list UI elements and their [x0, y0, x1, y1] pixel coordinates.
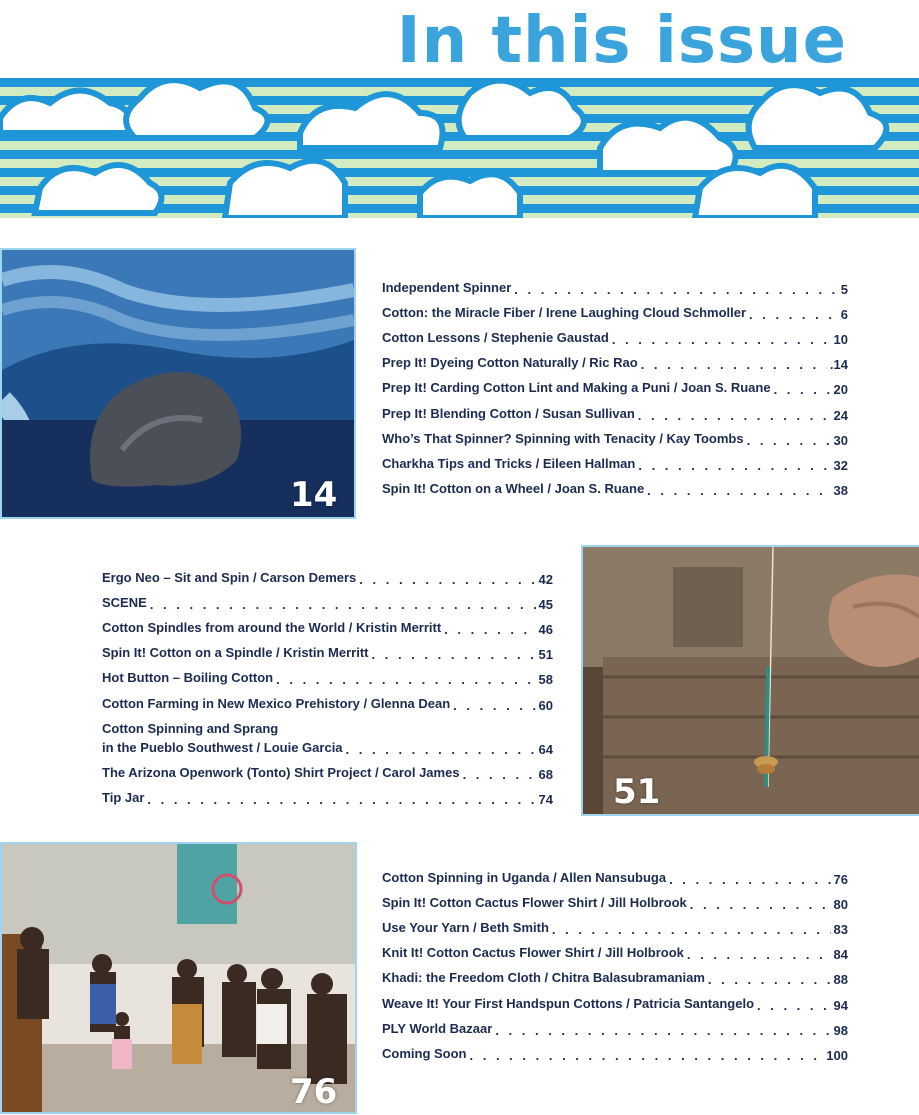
- toc-leader: [641, 357, 827, 372]
- toc-entry[interactable]: [382, 322, 848, 347]
- toc-entry[interactable]: [382, 937, 848, 962]
- toc-entry-title: Cotton Spinning in Uganda / Allen Nansubuga: [382, 870, 667, 886]
- photo-page-number: 14: [290, 475, 338, 515]
- toc-entry-page: 80: [833, 897, 848, 913]
- toc-entry[interactable]: [382, 1013, 848, 1038]
- toc-entry-title: Spin It! Cotton Cactus Flower Shirt / Jill Holbrook: [382, 895, 687, 911]
- toc-leader: [346, 742, 536, 757]
- toc-entry[interactable]: [102, 687, 553, 712]
- toc-entry-page: 58: [538, 672, 553, 688]
- toc-leader: [647, 483, 830, 498]
- toc-entry[interactable]: [102, 562, 553, 587]
- toc-entry-page: 42: [538, 572, 553, 588]
- toc-leader: [150, 597, 536, 612]
- toc-entry-page: 64: [538, 741, 553, 757]
- toc-entry[interactable]: [382, 272, 848, 297]
- toc-entry-page: 32: [833, 457, 848, 473]
- toc-entry-title: Cotton Farming in New Mexico Prehistory / Glenna Dean: [102, 695, 451, 711]
- toc-entry-page: 24: [833, 407, 848, 423]
- toc-leader: [638, 458, 830, 473]
- toc-leader: [749, 307, 838, 322]
- photo-uganda: [0, 842, 357, 1114]
- toc-section-3: [382, 862, 848, 1063]
- photo-dye-lump: [0, 248, 356, 519]
- toc-entry-page: 100: [826, 1047, 848, 1063]
- toc-leader: [147, 792, 535, 807]
- toc-leader: [757, 998, 831, 1013]
- toc-leader: [276, 672, 535, 687]
- toc-entry-page: .14: [829, 357, 848, 373]
- toc-entry[interactable]: [102, 612, 553, 637]
- toc-entry-title: Prep It! Carding Cotton Lint and Making a Puni / Joan S. Ruane: [382, 380, 771, 396]
- toc-entry[interactable]: [382, 397, 848, 422]
- toc-entry-title: Coming Soon: [382, 1045, 467, 1061]
- toc-entry-title: Hot Button – Boiling Cotton: [102, 670, 274, 686]
- toc-entry-title: PLY World Bazaar: [382, 1020, 493, 1036]
- toc-leader: [514, 282, 837, 297]
- toc-entry-page: 45: [538, 597, 553, 613]
- toc-entry-title: Independent Spinner: [382, 280, 512, 296]
- toc-entry-title: Cotton Spindles from around the World / Kristin Merritt: [102, 620, 442, 636]
- toc-entry-title: Charkha Tips and Tricks / Eileen Hallman: [382, 455, 636, 471]
- toc-entry-title: Prep It! Dyeing Cotton Naturally / Ric Rao: [382, 355, 638, 371]
- toc-entry-title: Knit It! Cotton Cactus Flower Shirt / Jill Holbrook: [382, 945, 684, 961]
- toc-leader: [669, 872, 830, 887]
- toc-entry-page: 76: [833, 872, 848, 888]
- toc-entry[interactable]: [382, 372, 848, 397]
- photo-spindle: [581, 545, 919, 816]
- toc-entry-page: 38: [833, 482, 848, 498]
- toc-section-1: [382, 272, 848, 498]
- toc-entry[interactable]: [382, 987, 848, 1012]
- toc-entry[interactable]: [102, 713, 553, 757]
- toc-entry-title: Spin It! Cotton on a Spindle / Kristin Merritt: [102, 645, 369, 661]
- toc-leader: [708, 972, 831, 987]
- toc-entry[interactable]: [102, 757, 553, 782]
- toc-entry-title: Use Your Yarn / Beth Smith: [382, 920, 549, 936]
- toc-entry-title: Spin It! Cotton on a Wheel / Joan S. Ruane: [382, 480, 645, 496]
- toc-entry-title: Cotton Lessons / Stephenie Gaustad: [382, 330, 609, 346]
- toc-entry-page: 10: [833, 332, 848, 348]
- toc-entry-title: Weave It! Your First Handspun Cottons / Patricia Santangelo: [382, 995, 755, 1011]
- toc-entry-page: 6: [840, 307, 848, 323]
- toc-leader: [690, 897, 831, 912]
- toc-entry[interactable]: [382, 887, 848, 912]
- toc-entry[interactable]: [102, 782, 553, 807]
- toc-leader: [444, 622, 535, 637]
- toc-entry-page: 60: [538, 697, 553, 713]
- toc-entry-page: 94: [833, 997, 848, 1013]
- toc-leader: [687, 947, 831, 962]
- toc-leader: [372, 647, 536, 662]
- toc-entry-title: The Arizona Openwork (Tonto) Shirt Project / Carol James: [102, 764, 460, 780]
- toc-entry[interactable]: [382, 448, 848, 473]
- toc-entry-page: 84: [833, 947, 848, 963]
- toc-entry[interactable]: [382, 1038, 848, 1063]
- toc-entry-page: 5: [840, 282, 848, 298]
- toc-leader: [359, 572, 535, 587]
- toc-entry[interactable]: [382, 473, 848, 498]
- toc-entry[interactable]: [382, 423, 848, 448]
- toc-entry-title: Prep It! Blending Cotton / Susan Sullivan: [382, 405, 635, 421]
- toc-leader: [552, 922, 831, 937]
- toc-entry-page: 51: [538, 647, 553, 663]
- toc-entry-title: Cotton: the Miracle Fiber / Irene Laughing Cloud Schmoller: [382, 305, 747, 321]
- toc-entry[interactable]: [382, 962, 848, 987]
- toc-entry-title: SCENE: [102, 595, 147, 611]
- toc-leader: [747, 433, 831, 448]
- photo-page-number: 51: [613, 772, 661, 812]
- toc-entry-title: Who’s That Spinner? Spinning with Tenacity / Kay Toombs: [382, 430, 744, 446]
- toc-leader: [495, 1023, 830, 1038]
- toc-entry[interactable]: [102, 637, 553, 662]
- photo-page-number: 76: [290, 1072, 338, 1112]
- toc-entry[interactable]: [102, 587, 553, 612]
- toc-entry[interactable]: [102, 662, 553, 687]
- toc-leader: [638, 408, 831, 423]
- cloud-banner: [0, 78, 919, 218]
- page-title: In this issue: [396, 4, 847, 78]
- toc-entry[interactable]: [382, 912, 848, 937]
- toc-entry[interactable]: [382, 347, 848, 372]
- toc-section-2: [102, 562, 553, 807]
- toc-entry-page: 20: [833, 382, 848, 398]
- toc-entry[interactable]: [382, 297, 848, 322]
- toc-entry-page: 83: [833, 922, 848, 938]
- toc-entry-page: 74: [538, 791, 553, 807]
- toc-leader: [463, 767, 536, 782]
- toc-entry-page: 46: [538, 622, 553, 638]
- toc-entry[interactable]: [382, 862, 848, 887]
- toc-entry-page: 30: [833, 432, 848, 448]
- toc-entry-title: Cotton Spinning and Sprang in the Pueblo Southwest / Louie Garcia: [102, 720, 343, 755]
- toc-entry-page: 98: [833, 1022, 848, 1038]
- toc-leader: [774, 382, 831, 397]
- toc-entry-title: Ergo Neo – Sit and Spin / Carson Demers: [102, 570, 357, 586]
- toc-entry-page: 68: [538, 766, 553, 782]
- toc-leader: [612, 332, 831, 347]
- toc-entry-title: Tip Jar: [102, 789, 145, 805]
- toc-leader: [470, 1048, 824, 1063]
- toc-entry-page: 88: [833, 972, 848, 988]
- toc-entry-title: Khadi: the Freedom Cloth / Chitra Balasubramaniam: [382, 970, 705, 986]
- toc-leader: [453, 698, 535, 713]
